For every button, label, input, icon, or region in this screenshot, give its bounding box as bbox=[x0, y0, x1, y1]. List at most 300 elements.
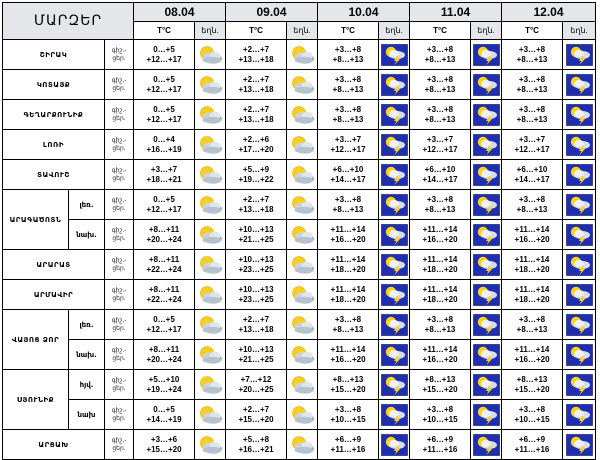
temperature-cell bbox=[502, 400, 563, 430]
night-temperature: +11…+14 bbox=[514, 224, 550, 234]
day-temperature: +15…+20 bbox=[422, 384, 458, 394]
weather-cell bbox=[471, 40, 502, 70]
sun-behind-cloud-icon bbox=[195, 280, 225, 309]
temperature-cell bbox=[318, 190, 379, 220]
temperature-cell bbox=[410, 370, 471, 400]
thunderstorm-icon bbox=[471, 430, 501, 459]
night-temperature: +11…+14 bbox=[422, 344, 458, 354]
temperature-cell bbox=[134, 400, 195, 430]
region-name: ԱՐԱԳԱԾՈՏՆ bbox=[3, 190, 69, 250]
day-temperature: +8…+13 bbox=[332, 54, 364, 64]
weather-cell bbox=[379, 430, 410, 460]
sun-behind-cloud-icon bbox=[287, 280, 317, 309]
temperature-cell bbox=[318, 220, 379, 250]
sun-behind-cloud-icon bbox=[287, 160, 317, 189]
thunderstorm-icon bbox=[379, 190, 409, 219]
thunderstorm-icon bbox=[563, 220, 595, 249]
temperature-cell bbox=[226, 430, 287, 460]
date-header: 09.04 bbox=[226, 3, 318, 22]
date-header: 10.04 bbox=[318, 3, 410, 22]
temperature-cell bbox=[502, 40, 563, 70]
sun-behind-cloud-icon bbox=[195, 190, 225, 219]
region-name: ԳԵՂԱՐՔՈՒՆԻՔ bbox=[3, 100, 105, 130]
night-day-label: գիշ.- ցեր. bbox=[105, 190, 134, 220]
sun-behind-cloud-icon bbox=[195, 340, 225, 369]
thunderstorm-icon bbox=[563, 400, 595, 429]
day-temperature: +8…+13 bbox=[516, 84, 548, 94]
weather-cell bbox=[195, 160, 226, 190]
weather-column-header: եղն. bbox=[195, 22, 226, 40]
day-temperature: +16…+20 bbox=[514, 354, 550, 364]
temperature-cell bbox=[134, 190, 195, 220]
day-temperature: +16…+19 bbox=[146, 144, 182, 154]
weather-cell bbox=[379, 40, 410, 70]
weather-cell bbox=[471, 370, 502, 400]
region-name: ԱՐՄԱՎԻՐ bbox=[3, 280, 105, 310]
weather-cell bbox=[563, 250, 596, 280]
night-temperature: +10…+13 bbox=[238, 254, 274, 264]
day-temperature: +13…+18 bbox=[238, 84, 274, 94]
night-temperature: +11…+14 bbox=[422, 224, 458, 234]
night-temperature: 0…+5 bbox=[153, 74, 175, 84]
weather-cell bbox=[379, 100, 410, 130]
night-temperature: 0…+5 bbox=[153, 314, 175, 324]
thunderstorm-icon bbox=[471, 100, 501, 129]
night-day-label: գիշ.- ցեր. bbox=[105, 250, 134, 280]
night-day-label: գիշ.- ցեր. bbox=[105, 430, 134, 460]
sun-behind-cloud-icon bbox=[287, 430, 317, 459]
subregion-label: լեռ. bbox=[69, 190, 105, 220]
weather-cell bbox=[563, 190, 596, 220]
weather-cell bbox=[563, 370, 596, 400]
thunderstorm-icon bbox=[563, 100, 595, 129]
day-temperature: +12…+17 bbox=[146, 114, 182, 124]
thunderstorm-icon bbox=[563, 280, 595, 309]
thunderstorm-icon bbox=[379, 250, 409, 279]
sun-behind-cloud-icon bbox=[287, 400, 317, 429]
header-dates-row bbox=[3, 3, 596, 22]
night-temperature: +3…+8 bbox=[334, 194, 362, 204]
weather-cell bbox=[195, 190, 226, 220]
weather-cell bbox=[379, 160, 410, 190]
night-temperature: +5…+8 bbox=[242, 434, 270, 444]
sun-behind-cloud-icon bbox=[195, 370, 225, 399]
thunderstorm-icon bbox=[563, 310, 595, 339]
temperature-cell bbox=[502, 100, 563, 130]
weather-cell bbox=[287, 430, 318, 460]
weather-cell bbox=[195, 430, 226, 460]
day-temperature: +13…+18 bbox=[238, 54, 274, 64]
weather-cell bbox=[195, 100, 226, 130]
table-row bbox=[3, 160, 596, 190]
temperature-cell bbox=[318, 400, 379, 430]
weather-cell bbox=[563, 400, 596, 430]
night-temperature: +6…+9 bbox=[518, 434, 546, 444]
night-temperature: +3…+7 bbox=[426, 134, 454, 144]
temperature-cell bbox=[134, 40, 195, 70]
night-day-label: գիշ.- ցեր. bbox=[105, 400, 134, 430]
day-temperature: +8…+13 bbox=[332, 84, 364, 94]
temperature-cell bbox=[502, 130, 563, 160]
night-temperature: +3…+7 bbox=[150, 164, 178, 174]
day-temperature: +13…+18 bbox=[238, 204, 274, 214]
weather-cell bbox=[287, 400, 318, 430]
table-row bbox=[3, 340, 596, 370]
night-day-label: գիշ.- ցեր. bbox=[105, 310, 134, 340]
day-temperature: +16…+20 bbox=[330, 234, 366, 244]
table-row bbox=[3, 250, 596, 280]
date-header: 11.04 bbox=[410, 3, 502, 22]
sun-behind-cloud-icon bbox=[287, 190, 317, 219]
weather-cell bbox=[471, 250, 502, 280]
table-row bbox=[3, 400, 596, 430]
temperature-cell bbox=[226, 40, 287, 70]
temperature-cell bbox=[226, 220, 287, 250]
temperature-cell bbox=[410, 130, 471, 160]
weather-cell bbox=[195, 310, 226, 340]
day-temperature: +15…+20 bbox=[238, 414, 274, 424]
night-temperature: +11…+14 bbox=[422, 254, 458, 264]
date-header: 08.04 bbox=[134, 3, 226, 22]
day-temperature: +13…+18 bbox=[238, 114, 274, 124]
thunderstorm-icon bbox=[563, 430, 595, 459]
weather-cell bbox=[195, 130, 226, 160]
weather-cell bbox=[563, 430, 596, 460]
temperature-cell bbox=[410, 310, 471, 340]
temperature-cell bbox=[502, 190, 563, 220]
temperature-cell bbox=[226, 70, 287, 100]
weather-cell bbox=[287, 280, 318, 310]
weather-cell bbox=[563, 40, 596, 70]
temperature-cell bbox=[134, 70, 195, 100]
day-temperature: +16…+20 bbox=[422, 354, 458, 364]
region-name: ՍՅՈՒՆԻՔ bbox=[3, 370, 69, 430]
weather-cell bbox=[471, 340, 502, 370]
temperature-cell bbox=[318, 70, 379, 100]
day-temperature: +18…+21 bbox=[146, 174, 182, 184]
day-temperature: +12…+17 bbox=[146, 324, 182, 334]
weather-cell bbox=[287, 130, 318, 160]
weather-cell bbox=[563, 280, 596, 310]
weather-cell bbox=[287, 40, 318, 70]
temperature-cell bbox=[502, 70, 563, 100]
weather-cell bbox=[195, 220, 226, 250]
temperature-cell bbox=[410, 40, 471, 70]
thunderstorm-icon bbox=[471, 370, 501, 399]
weather-cell bbox=[471, 280, 502, 310]
region-name: ԼՈՌԻ bbox=[3, 130, 105, 160]
day-temperature: +16…+20 bbox=[330, 354, 366, 364]
day-temperature: +14…+17 bbox=[422, 174, 458, 184]
night-temperature: +6…+10 bbox=[516, 164, 548, 174]
night-temperature: +3…+8 bbox=[334, 314, 362, 324]
day-temperature: +22…+24 bbox=[146, 264, 182, 274]
day-temperature: +8…+13 bbox=[332, 324, 364, 334]
day-temperature: +8…+13 bbox=[424, 204, 456, 214]
sun-behind-cloud-icon bbox=[287, 70, 317, 99]
weather-cell bbox=[287, 70, 318, 100]
date-header: 12.04 bbox=[502, 3, 596, 22]
sun-behind-cloud-icon bbox=[287, 220, 317, 249]
region-name: ՇԻՐԱԿ bbox=[3, 40, 105, 70]
region-name: ԱՐՑԱԽ bbox=[3, 430, 105, 460]
temperature-cell bbox=[318, 370, 379, 400]
weather-cell bbox=[471, 130, 502, 160]
weather-cell bbox=[471, 100, 502, 130]
weather-column-header: եղն. bbox=[563, 22, 596, 40]
temperature-cell bbox=[502, 340, 563, 370]
night-temperature: +3…+8 bbox=[518, 104, 546, 114]
day-temperature: +23…+25 bbox=[238, 294, 274, 304]
day-temperature: +17…+20 bbox=[238, 144, 274, 154]
weather-cell bbox=[471, 310, 502, 340]
night-temperature: +2…+7 bbox=[242, 74, 270, 84]
day-temperature: +12…+17 bbox=[422, 144, 458, 154]
night-temperature: +3…+8 bbox=[426, 404, 454, 414]
thunderstorm-icon bbox=[471, 400, 501, 429]
day-temperature: +18…+20 bbox=[514, 294, 550, 304]
temperature-cell bbox=[134, 430, 195, 460]
sun-behind-cloud-icon bbox=[195, 100, 225, 129]
weather-cell bbox=[563, 340, 596, 370]
temperature-column-header: T°C bbox=[318, 22, 379, 40]
night-temperature: +2…+7 bbox=[242, 44, 270, 54]
weather-cell bbox=[195, 370, 226, 400]
temperature-cell bbox=[502, 220, 563, 250]
temperature-cell bbox=[226, 310, 287, 340]
night-temperature: +2…+7 bbox=[242, 404, 270, 414]
weather-cell bbox=[195, 40, 226, 70]
thunderstorm-icon bbox=[563, 130, 595, 159]
weather-cell bbox=[287, 190, 318, 220]
night-temperature: +3…+8 bbox=[426, 314, 454, 324]
temperature-cell bbox=[226, 130, 287, 160]
temperature-cell bbox=[410, 400, 471, 430]
thunderstorm-icon bbox=[563, 340, 595, 369]
day-temperature: +8…+13 bbox=[332, 204, 364, 214]
weather-cell bbox=[471, 430, 502, 460]
night-temperature: +3…+8 bbox=[426, 104, 454, 114]
temperature-cell bbox=[502, 430, 563, 460]
weather-cell bbox=[195, 70, 226, 100]
thunderstorm-icon bbox=[471, 280, 501, 309]
night-day-label: գիշ.- ցեր. bbox=[105, 220, 134, 250]
table-row bbox=[3, 310, 596, 340]
day-temperature: +20…+25 bbox=[238, 384, 274, 394]
temperature-cell bbox=[318, 250, 379, 280]
sun-behind-cloud-icon bbox=[195, 220, 225, 249]
region-name: ԿՈՏԱՅՔ bbox=[3, 70, 105, 100]
weather-cell bbox=[563, 220, 596, 250]
night-temperature: +2…+7 bbox=[242, 104, 270, 114]
weather-cell bbox=[287, 250, 318, 280]
temperature-cell bbox=[226, 280, 287, 310]
night-day-label: գիշ.- ցեր. bbox=[105, 40, 134, 70]
weather-cell bbox=[195, 340, 226, 370]
thunderstorm-icon bbox=[471, 190, 501, 219]
weather-cell bbox=[379, 400, 410, 430]
weather-cell bbox=[379, 340, 410, 370]
night-temperature: +8…+13 bbox=[516, 374, 548, 384]
weather-cell bbox=[471, 190, 502, 220]
day-temperature: +12…+17 bbox=[146, 84, 182, 94]
day-temperature: +8…+13 bbox=[516, 54, 548, 64]
night-temperature: 0…+5 bbox=[153, 44, 175, 54]
sun-behind-cloud-icon bbox=[195, 130, 225, 159]
weather-cell bbox=[471, 400, 502, 430]
day-temperature: +8…+13 bbox=[516, 204, 548, 214]
night-temperature: +2…+7 bbox=[242, 194, 270, 204]
table-row bbox=[3, 430, 596, 460]
table-row bbox=[3, 70, 596, 100]
night-temperature: 0…+4 bbox=[153, 134, 175, 144]
night-temperature: +5…+9 bbox=[242, 164, 270, 174]
thunderstorm-icon bbox=[379, 100, 409, 129]
weather-column-header: եղն. bbox=[471, 22, 502, 40]
temperature-cell bbox=[134, 130, 195, 160]
night-temperature: +8…+11 bbox=[148, 254, 180, 264]
temperature-cell bbox=[226, 250, 287, 280]
temperature-cell bbox=[410, 340, 471, 370]
temperature-cell bbox=[410, 70, 471, 100]
thunderstorm-icon bbox=[471, 160, 501, 189]
table-row bbox=[3, 190, 596, 220]
temperature-cell bbox=[318, 430, 379, 460]
weather-cell bbox=[379, 280, 410, 310]
thunderstorm-icon bbox=[379, 400, 409, 429]
night-temperature: +3…+8 bbox=[334, 44, 362, 54]
weather-cell bbox=[379, 190, 410, 220]
day-temperature: +21…+25 bbox=[238, 234, 274, 244]
temperature-cell bbox=[410, 160, 471, 190]
night-temperature: +3…+6 bbox=[150, 434, 178, 444]
regions-header: ՄԱՐԶԵՐ bbox=[3, 3, 134, 40]
day-temperature: +16…+20 bbox=[514, 234, 550, 244]
day-temperature: +18…+20 bbox=[514, 264, 550, 274]
temperature-cell bbox=[502, 280, 563, 310]
thunderstorm-icon bbox=[471, 130, 501, 159]
subregion-label: լեռ. bbox=[69, 310, 105, 340]
weather-cell bbox=[287, 340, 318, 370]
night-temperature: +3…+7 bbox=[334, 134, 362, 144]
day-temperature: +10…+15 bbox=[330, 414, 366, 424]
weather-cell bbox=[195, 250, 226, 280]
weather-cell bbox=[563, 100, 596, 130]
night-temperature: 0…+5 bbox=[153, 404, 175, 414]
sun-behind-cloud-icon bbox=[287, 130, 317, 159]
sun-behind-cloud-icon bbox=[287, 250, 317, 279]
night-temperature: +11…+14 bbox=[422, 284, 458, 294]
day-temperature: +19…+24 bbox=[146, 384, 182, 394]
night-day-label: գիշ.- ցեր. bbox=[105, 100, 134, 130]
day-temperature: +21…+25 bbox=[238, 354, 274, 364]
night-temperature: +2…+6 bbox=[242, 134, 270, 144]
night-day-label: գիշ.- ցեր. bbox=[105, 340, 134, 370]
temperature-cell bbox=[318, 310, 379, 340]
weather-cell bbox=[379, 220, 410, 250]
temperature-cell bbox=[226, 160, 287, 190]
day-temperature: +22…+24 bbox=[146, 294, 182, 304]
table-row bbox=[3, 130, 596, 160]
night-temperature: +8…+11 bbox=[148, 344, 180, 354]
sun-behind-cloud-icon bbox=[287, 370, 317, 399]
sun-behind-cloud-icon bbox=[287, 40, 317, 69]
day-temperature: +8…+13 bbox=[424, 84, 456, 94]
thunderstorm-icon bbox=[471, 40, 501, 69]
temperature-cell bbox=[410, 250, 471, 280]
thunderstorm-icon bbox=[563, 370, 595, 399]
temperature-cell bbox=[134, 160, 195, 190]
sun-behind-cloud-icon bbox=[195, 430, 225, 459]
night-temperature: +8…+13 bbox=[424, 374, 456, 384]
subregion-label: նախ. bbox=[69, 340, 105, 370]
temperature-cell bbox=[226, 400, 287, 430]
forecast-table bbox=[2, 2, 596, 460]
day-temperature: +8…+13 bbox=[424, 114, 456, 124]
night-temperature: +11…+14 bbox=[330, 254, 366, 264]
day-temperature: +12…+17 bbox=[146, 54, 182, 64]
temperature-cell bbox=[410, 430, 471, 460]
night-temperature: +10…+13 bbox=[238, 344, 274, 354]
weather-cell bbox=[471, 70, 502, 100]
night-temperature: +6…+9 bbox=[334, 434, 362, 444]
thunderstorm-icon bbox=[379, 310, 409, 339]
weather-cell bbox=[195, 280, 226, 310]
thunderstorm-icon bbox=[471, 70, 501, 99]
sun-behind-cloud-icon bbox=[195, 400, 225, 429]
night-temperature: +3…+8 bbox=[334, 74, 362, 84]
temperature-cell bbox=[134, 220, 195, 250]
day-temperature: +16…+20 bbox=[422, 234, 458, 244]
day-temperature: +15…+20 bbox=[146, 444, 182, 454]
night-temperature: +7…+12 bbox=[240, 374, 272, 384]
subregion-label: հյվ. bbox=[69, 370, 105, 400]
thunderstorm-icon bbox=[379, 130, 409, 159]
day-temperature: +8…+13 bbox=[516, 324, 548, 334]
night-temperature: +11…+14 bbox=[330, 284, 366, 294]
temperature-cell bbox=[502, 160, 563, 190]
weather-cell bbox=[287, 310, 318, 340]
thunderstorm-icon bbox=[563, 250, 595, 279]
night-temperature: +11…+14 bbox=[514, 344, 550, 354]
day-temperature: +11…+16 bbox=[514, 444, 550, 454]
weather-cell bbox=[563, 160, 596, 190]
sun-behind-cloud-icon bbox=[195, 310, 225, 339]
night-temperature: 0…+5 bbox=[153, 104, 175, 114]
day-temperature: +8…+13 bbox=[516, 114, 548, 124]
thunderstorm-icon bbox=[379, 280, 409, 309]
night-temperature: +8…+11 bbox=[148, 284, 180, 294]
temperature-cell bbox=[410, 190, 471, 220]
subregion-label: նախ bbox=[69, 400, 105, 430]
day-temperature: +18…+20 bbox=[422, 264, 458, 274]
temperature-cell bbox=[318, 340, 379, 370]
day-temperature: +18…+20 bbox=[330, 264, 366, 274]
night-temperature: +3…+7 bbox=[518, 134, 546, 144]
temperature-cell bbox=[410, 220, 471, 250]
weather-cell bbox=[563, 130, 596, 160]
night-temperature: +3…+8 bbox=[518, 194, 546, 204]
night-temperature: +3…+8 bbox=[518, 44, 546, 54]
day-temperature: +20…+24 bbox=[146, 234, 182, 244]
temperature-cell bbox=[226, 370, 287, 400]
day-temperature: +16…+21 bbox=[238, 444, 274, 454]
temperature-cell bbox=[134, 250, 195, 280]
night-temperature: +2…+7 bbox=[242, 314, 270, 324]
weather-cell bbox=[563, 310, 596, 340]
temperature-cell bbox=[134, 280, 195, 310]
night-temperature: +3…+8 bbox=[426, 44, 454, 54]
